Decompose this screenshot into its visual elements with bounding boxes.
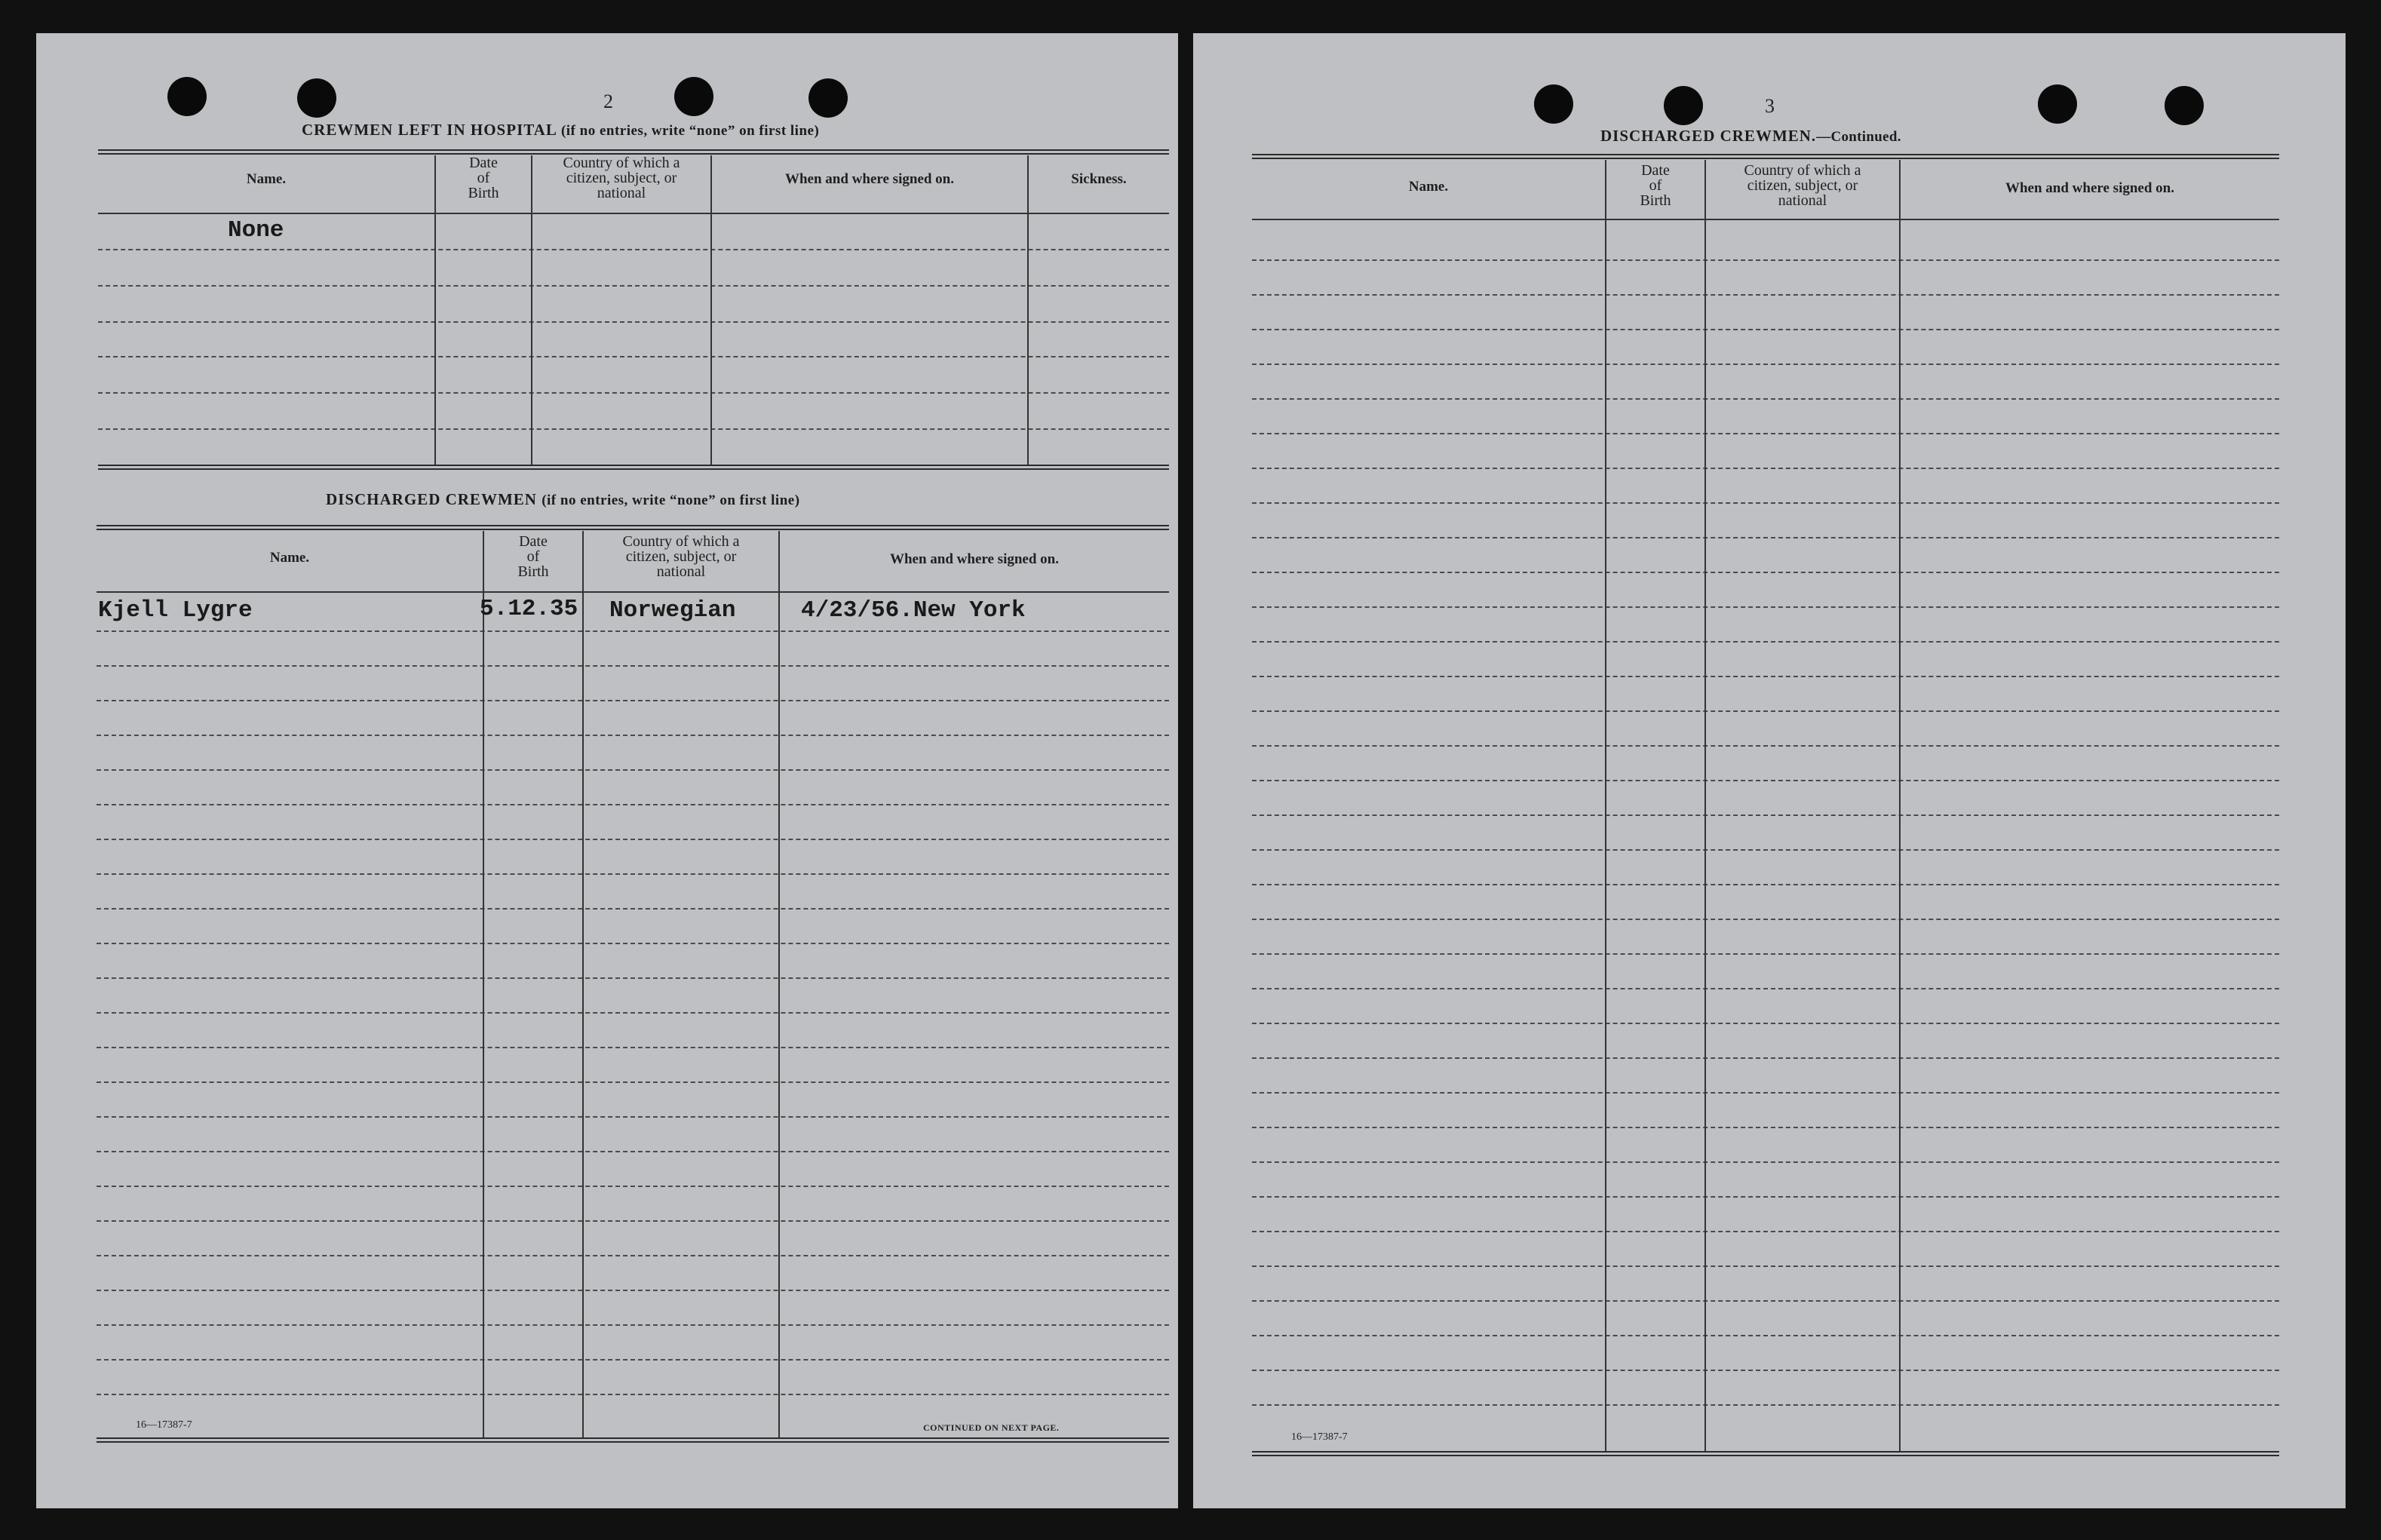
- right-page: [1193, 33, 2346, 1508]
- discharged-title-note: (if no entries, write “none” on first line): [542, 492, 800, 508]
- page-number: 2: [603, 90, 613, 112]
- punch-hole: [167, 77, 207, 116]
- col-header-country: [584, 534, 778, 579]
- dob-line: Birth: [468, 185, 499, 201]
- col-header-name: Name.: [1408, 179, 1449, 195]
- discharged-continued-title: [1600, 127, 1901, 146]
- col-header-name: Name.: [246, 171, 287, 187]
- dob-line: Date: [519, 533, 548, 550]
- crewman-signed-on: 4/23/56.New York: [801, 597, 1026, 624]
- punch-hole: [808, 78, 848, 118]
- col-header-country: [532, 155, 710, 201]
- country-line: Country of which a: [622, 533, 740, 550]
- discharged-section-title: [326, 490, 800, 509]
- dob-line: Birth: [517, 563, 549, 580]
- hospital-title-note: (if no entries, write “none” on first line): [560, 123, 820, 139]
- continued-title-text: DISCHARGED CREWMEN.: [1600, 127, 1817, 145]
- punch-hole: [2165, 86, 2204, 125]
- hospital-table: [98, 149, 1169, 475]
- left-page: [36, 33, 1178, 1508]
- col-header-dob: [484, 534, 582, 579]
- punch-hole: [1664, 86, 1703, 125]
- dob-line: of: [477, 170, 490, 186]
- col-header-name: Name.: [269, 550, 310, 566]
- dob-line: of: [526, 548, 540, 565]
- hospital-title-text: CREWMEN LEFT IN HOSPITAL: [302, 121, 557, 139]
- punch-hole: [297, 78, 336, 118]
- country-line: citizen, subject, or: [1747, 177, 1858, 194]
- continued-suffix: —Continued.: [1816, 129, 1901, 145]
- crewman-country: Norwegian: [609, 597, 736, 624]
- col-header-signed: When and where signed on.: [889, 551, 1059, 567]
- crewman-dob: 5.12.35: [480, 596, 578, 622]
- dob-line: Date: [1641, 162, 1670, 179]
- country-line: national: [656, 563, 706, 580]
- punch-hole: [674, 77, 713, 116]
- country-line: national: [597, 185, 646, 201]
- dob-line: of: [1649, 177, 1662, 194]
- discharged-table: [97, 525, 1169, 1450]
- continued-note: CONTINUED ON NEXT PAGE.: [923, 1422, 1060, 1433]
- crewman-name: Kjell Lygre: [98, 597, 253, 624]
- col-header-country: [1706, 163, 1899, 208]
- page-number: 3: [1765, 95, 1775, 117]
- punch-hole: [1534, 84, 1573, 124]
- discharged-title-text: DISCHARGED CREWMEN: [326, 490, 537, 508]
- dob-line: Date: [469, 155, 498, 171]
- discharged-continued-table: [1252, 154, 2279, 1468]
- form-code: 16—17387-7: [1291, 1431, 1348, 1443]
- form-code: 16—17387-7: [136, 1419, 192, 1431]
- punch-hole: [2038, 84, 2077, 124]
- country-line: Country of which a: [563, 155, 680, 171]
- col-header-signed: When and where signed on.: [2005, 180, 2174, 196]
- col-header-signed: When and where signed on.: [784, 171, 954, 187]
- col-header-dob: [1606, 163, 1704, 208]
- hospital-entry-name: None: [228, 217, 284, 244]
- hospital-section-title: [302, 121, 819, 140]
- col-header-sickness: Sickness.: [1071, 171, 1127, 187]
- dob-line: Birth: [1640, 192, 1671, 209]
- country-line: national: [1778, 192, 1827, 209]
- country-line: Country of which a: [1744, 162, 1861, 179]
- col-header-dob: [436, 155, 531, 201]
- country-line: citizen, subject, or: [625, 548, 737, 565]
- country-line: citizen, subject, or: [566, 170, 677, 186]
